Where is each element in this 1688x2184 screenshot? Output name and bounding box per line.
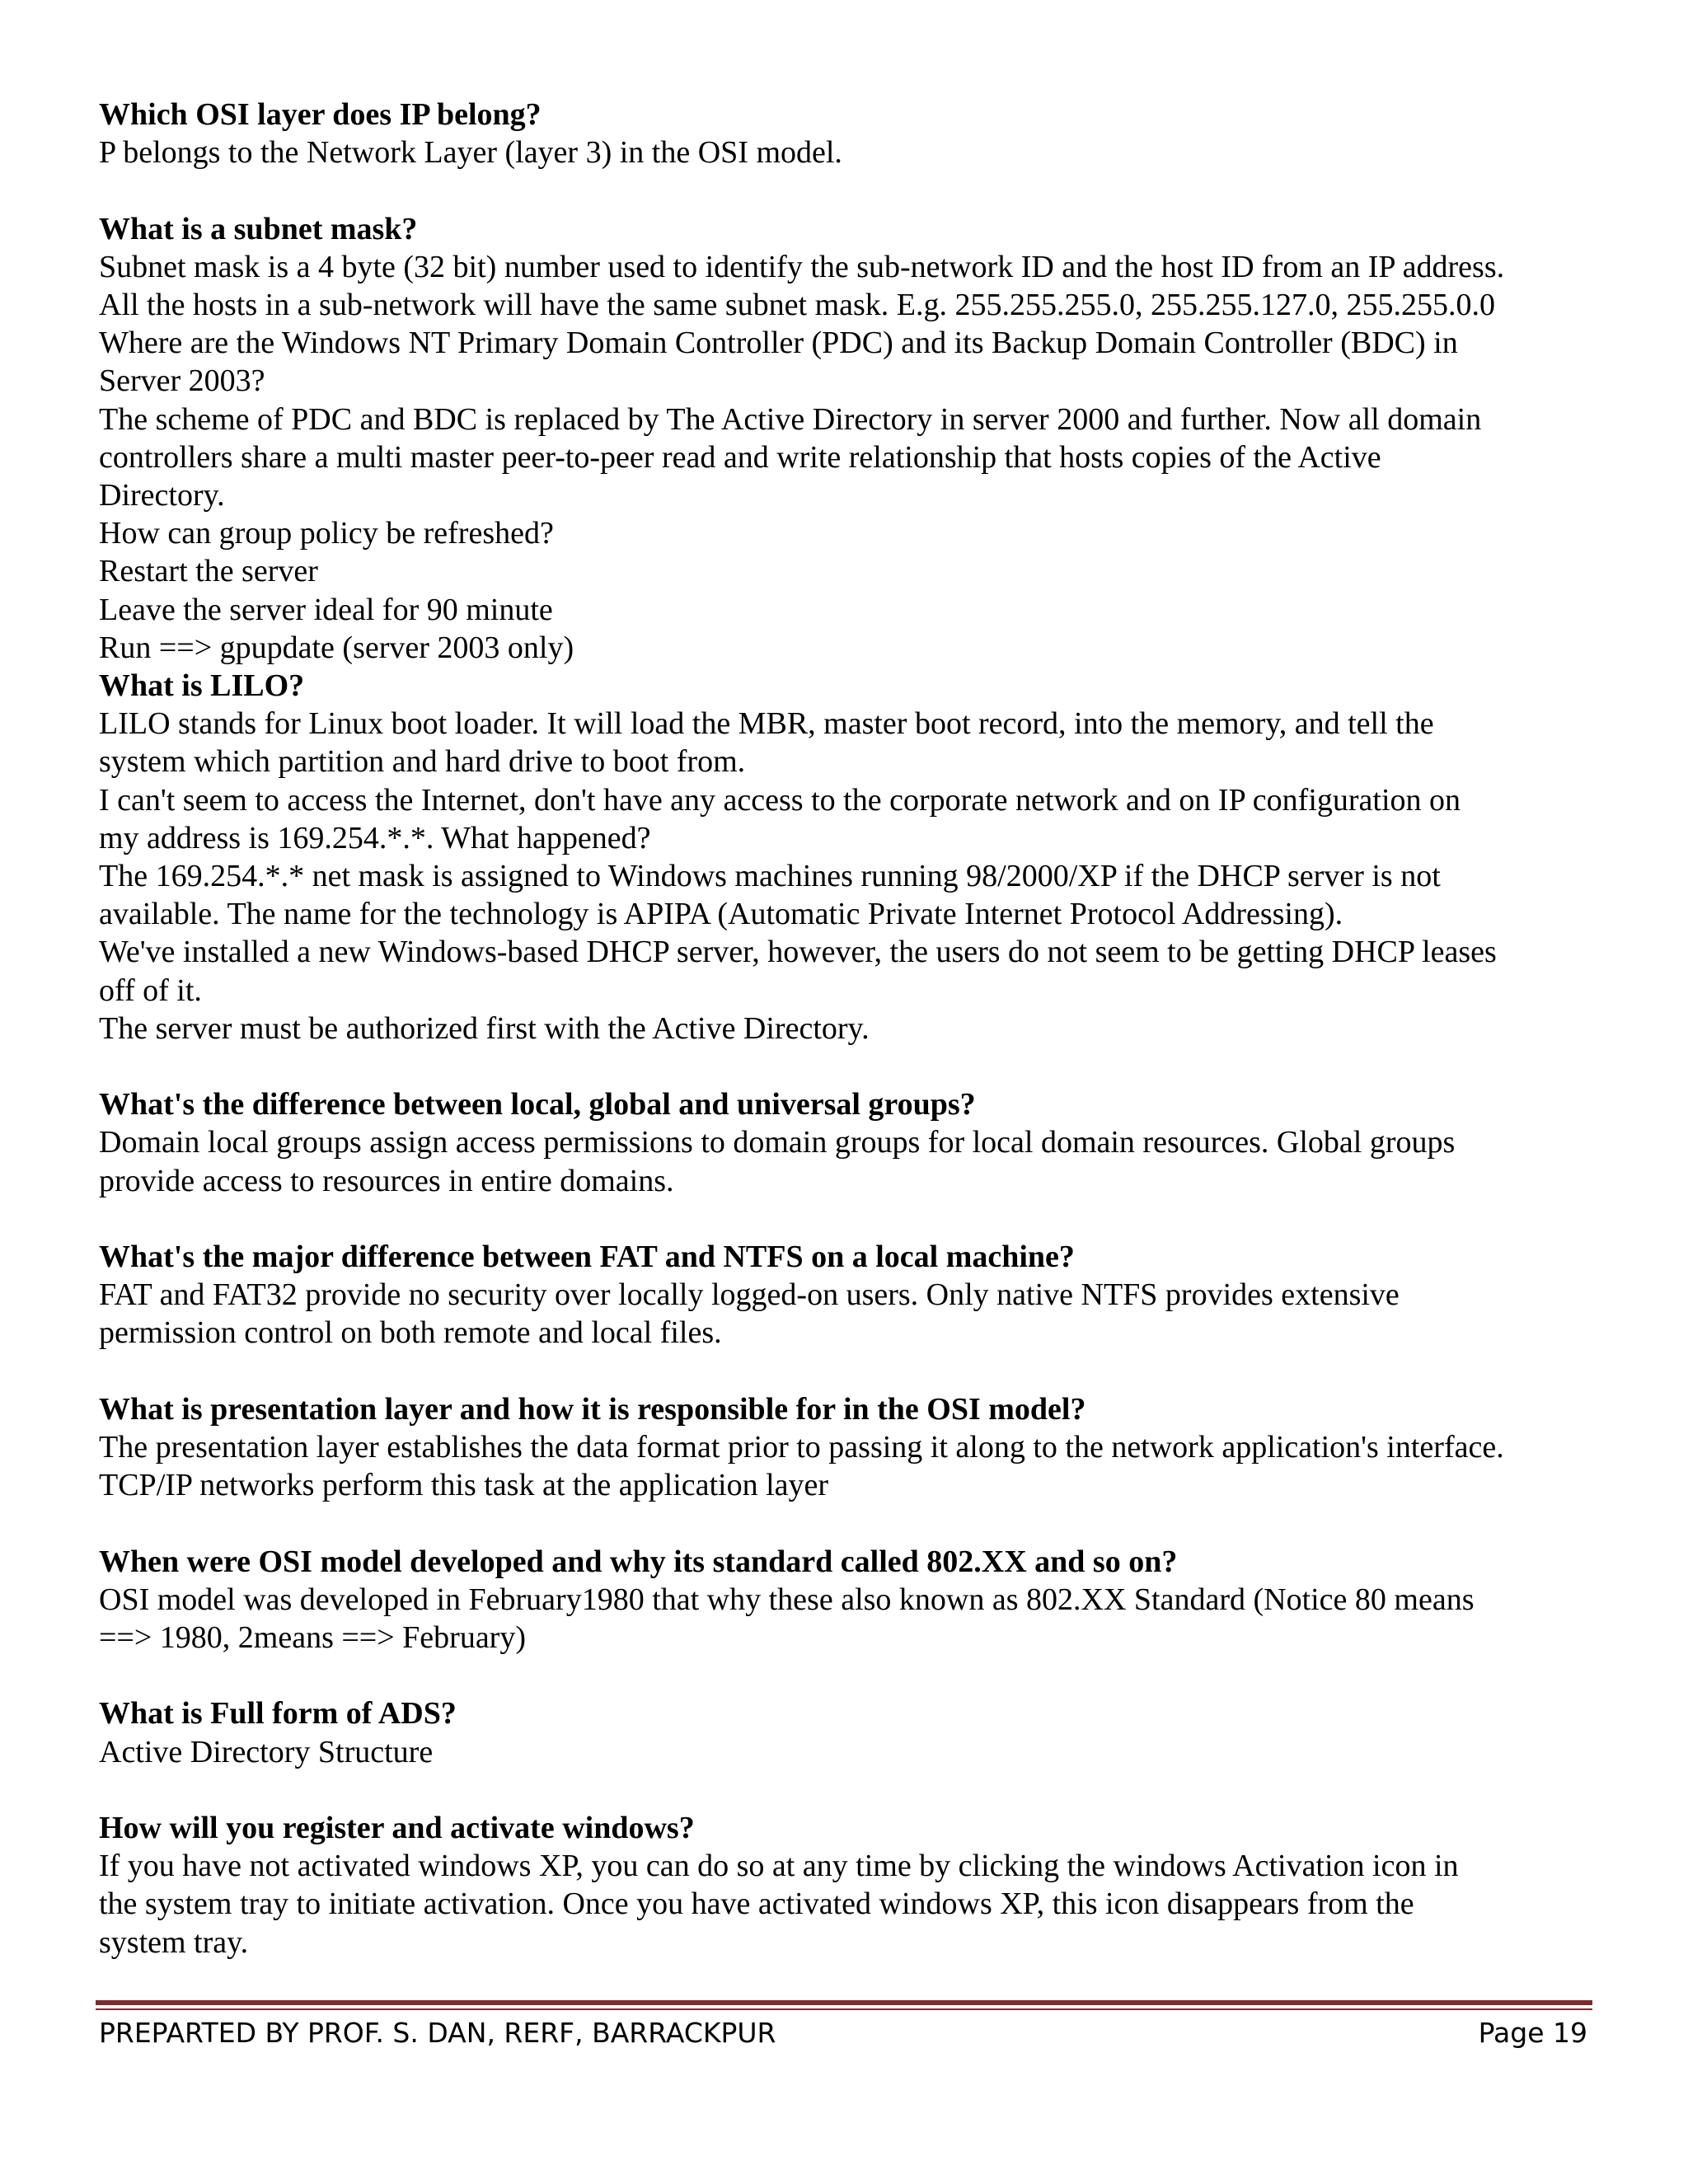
- question-osi-802: When were OSI model developed and why its standard called 802.XX and so on?: [99, 1544, 1178, 1579]
- answer-text: Domain local groups assign access permissions to domain groups for local domain resources. Global groups: [99, 1125, 1456, 1160]
- answer-text: P belongs to the Network Layer (layer 3) in the OSI model.: [99, 135, 842, 171]
- question-fat-ntfs: What's the major difference between FAT and NTFS on a local machine?: [99, 1240, 1075, 1275]
- question-osi-ip: Which OSI layer does IP belong?: [99, 97, 542, 132]
- paragraph-gap: [99, 171, 1599, 209]
- paragraph-gap: [99, 1352, 1599, 1390]
- footer-divider: [96, 2000, 1592, 2005]
- page-body: [99, 96, 1599, 1961]
- question-activate-windows: How will you register and activate windows?: [99, 1811, 695, 1846]
- question-ads: What is Full form of ADS?: [99, 1696, 457, 1732]
- answer-text: If you have not activated windows XP, you can do so at any time by clicking the windows Activation icon in: [99, 1849, 1459, 1884]
- footer-divider: [96, 2008, 1592, 2010]
- answer-text: permission control on both remote and local files.: [99, 1315, 722, 1351]
- answer-text: system which partition and hard drive to boot from.: [99, 744, 746, 780]
- answer-text: Subnet mask is a 4 byte (32 bit) number used to identify the sub-network ID and the host ID from an IP address.: [99, 249, 1505, 284]
- answer-text: ==> 1980, 2means ==> February): [99, 1620, 526, 1656]
- answer-text: the system tray to initiate activation. Once you have activated windows XP, this icon disappears from the: [99, 1886, 1414, 1922]
- answer-text: Directory.: [99, 478, 225, 513]
- paragraph-gap: [99, 1657, 1599, 1694]
- question-lilo: What is LILO?: [99, 668, 305, 704]
- paragraph-gap: [99, 1504, 1599, 1542]
- page-number: Page 19: [1478, 2017, 1587, 2049]
- answer-text: OSI model was developed in February1980 that why these also known as 802.XX Standard (Notice 80 means: [99, 1582, 1475, 1617]
- paragraph-gap: [99, 1771, 1599, 1809]
- question-text: Server 2003?: [99, 363, 265, 399]
- question-text: We've installed a new Windows-based DHCP server, however, the users do not seem to be getting DHCP leases: [99, 935, 1497, 970]
- answer-text: TCP/IP networks perform this task at the application layer: [99, 1468, 829, 1503]
- answer-text: Active Directory Structure: [99, 1734, 434, 1769]
- answer-text: Run ==> gpupdate (server 2003 only): [99, 630, 574, 665]
- question-presentation-layer: What is presentation layer and how it is responsible for in the OSI model?: [99, 1391, 1086, 1427]
- question-groups: What's the difference between local, global and universal groups?: [99, 1087, 976, 1122]
- footer-author: PREPARTED BY PROF. S. DAN, RERF, BARRACKPUR: [99, 2017, 776, 2049]
- answer-text: Leave the server ideal for 90 minute: [99, 592, 553, 627]
- question-text: off of it.: [99, 972, 202, 1008]
- answer-text: controllers share a multi master peer-to-peer read and write relationship that hosts copies of the Active: [99, 439, 1381, 475]
- question-subnet-mask: What is a subnet mask?: [99, 211, 418, 246]
- answer-text: The scheme of PDC and BDC is replaced by The Active Directory in server 2000 and further. Now all domain: [99, 401, 1482, 437]
- paragraph-gap: [99, 1200, 1599, 1238]
- answer-text: All the hosts in a sub-network will have the same subnet mask. E.g. 255.255.255.0, 255.255.127.0, 255.255.0.0: [99, 288, 1495, 322]
- answer-text: Restart the server: [99, 554, 318, 589]
- answer-text: The presentation layer establishes the data format prior to passing it along to the network application's interface.: [99, 1430, 1504, 1465]
- answer-text: The 169.254.*.* net mask is assigned to Windows machines running 98/2000/XP if the DHCP server is not: [99, 859, 1441, 894]
- question-text: Where are the Windows NT Primary Domain Controller (PDC) and its Backup Domain Controller (BDC) in: [99, 326, 1458, 361]
- answer-text: LILO stands for Linux boot loader. It will load the MBR, master boot record, into the memory, and tell the: [99, 706, 1434, 742]
- answer-text: The server must be authorized first with the Active Directory.: [99, 1010, 870, 1046]
- answer-text: available. The name for the technology is APIPA (Automatic Private Internet Protocol Addressing).: [99, 897, 1343, 932]
- question-text: How can group policy be refreshed?: [99, 516, 554, 551]
- question-text: my address is 169.254.*.*. What happened?: [99, 820, 651, 855]
- answer-text: provide access to resources in entire domains.: [99, 1163, 674, 1198]
- question-text: I can't seem to access the Internet, don't have any access to the corporate network and on IP configuration on: [99, 782, 1461, 818]
- answer-text: FAT and FAT32 provide no security over locally logged-on users. Only native NTFS provides extensive: [99, 1277, 1400, 1313]
- answer-text: system tray.: [99, 1924, 249, 1960]
- paragraph-gap: [99, 1047, 1599, 1085]
